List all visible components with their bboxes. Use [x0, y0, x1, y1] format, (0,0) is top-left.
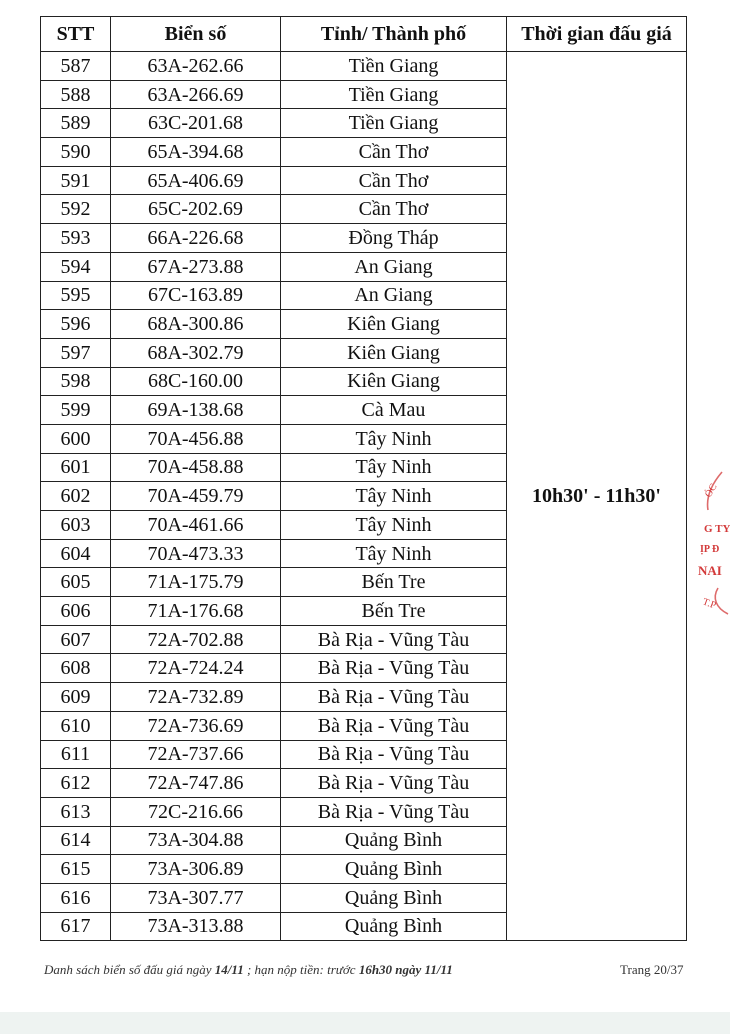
cell-plate-number: 67C-163.89	[111, 281, 281, 310]
cell-province: Tây Ninh	[281, 539, 507, 568]
cell-plate-number: 73A-307.77	[111, 883, 281, 912]
cell-plate-number: 72A-724.24	[111, 654, 281, 683]
svg-text:T.P: T.P	[700, 596, 718, 612]
cell-plate-number: 70A-473.33	[111, 539, 281, 568]
cell-province: Bà Rịa - Vũng Tàu	[281, 625, 507, 654]
header-province: Tỉnh/ Thành phố	[281, 17, 507, 52]
cell-province: Cần Thơ	[281, 138, 507, 167]
cell-stt: 598	[41, 367, 111, 396]
cell-province: Quảng Bình	[281, 912, 507, 941]
cell-province: Tây Ninh	[281, 453, 507, 482]
cell-plate-number: 63A-262.66	[111, 52, 281, 81]
cell-stt: 591	[41, 166, 111, 195]
footer-middle: ; hạn nộp tiền: trước	[243, 962, 359, 977]
cell-stt: 603	[41, 511, 111, 540]
cell-stt: 588	[41, 80, 111, 109]
footer-note	[44, 962, 453, 978]
cell-plate-number: 68C-160.00	[111, 367, 281, 396]
cell-plate-number: 66A-226.68	[111, 224, 281, 253]
cell-stt: 590	[41, 138, 111, 167]
cell-province: An Giang	[281, 252, 507, 281]
cell-stt: 593	[41, 224, 111, 253]
cell-province: Bà Rịa - Vũng Tàu	[281, 683, 507, 712]
cell-stt: 610	[41, 711, 111, 740]
cell-province: Tây Ninh	[281, 511, 507, 540]
cell-province: Kiên Giang	[281, 367, 507, 396]
header-stt: STT	[41, 17, 111, 52]
cell-stt: 611	[41, 740, 111, 769]
cell-stt: 614	[41, 826, 111, 855]
cell-stt: 597	[41, 338, 111, 367]
table-body	[41, 52, 687, 941]
cell-province: Cần Thơ	[281, 166, 507, 195]
cell-plate-number: 67A-273.88	[111, 252, 281, 281]
table-header-row	[41, 17, 687, 52]
cell-province: Bến Tre	[281, 597, 507, 626]
cell-plate-number: 73A-306.89	[111, 855, 281, 884]
cell-plate-number: 71A-176.68	[111, 597, 281, 626]
cell-stt: 605	[41, 568, 111, 597]
svg-text:ỊP Đ: ỊP Đ	[700, 544, 720, 555]
cell-province: Bà Rịa - Vũng Tàu	[281, 654, 507, 683]
header-plate-number: Biển số	[111, 17, 281, 52]
cell-plate-number: 65A-406.69	[111, 166, 281, 195]
cell-stt: 596	[41, 310, 111, 339]
cell-plate-number: 72A-732.89	[111, 683, 281, 712]
cell-plate-number: 63A-266.69	[111, 80, 281, 109]
cell-province: Tây Ninh	[281, 482, 507, 511]
cell-stt: 604	[41, 539, 111, 568]
cell-plate-number: 70A-461.66	[111, 511, 281, 540]
cell-plate-number: 70A-459.79	[111, 482, 281, 511]
cell-stt: 599	[41, 396, 111, 425]
cell-province: Kiên Giang	[281, 310, 507, 339]
cell-province: Quảng Bình	[281, 826, 507, 855]
cell-stt: 613	[41, 797, 111, 826]
cell-stt: 602	[41, 482, 111, 511]
auction-plate-table	[40, 16, 687, 941]
cell-plate-number: 70A-458.88	[111, 453, 281, 482]
cell-auction-time: 10h30' - 11h30'	[507, 52, 687, 941]
scan-edge	[0, 1012, 730, 1034]
cell-province: Bà Rịa - Vũng Tàu	[281, 740, 507, 769]
cell-province: Quảng Bình	[281, 855, 507, 884]
cell-province: An Giang	[281, 281, 507, 310]
cell-stt: 601	[41, 453, 111, 482]
cell-plate-number: 72A-702.88	[111, 625, 281, 654]
cell-stt: 589	[41, 109, 111, 138]
cell-stt: 615	[41, 855, 111, 884]
cell-province: Bà Rịa - Vũng Tàu	[281, 769, 507, 798]
cell-plate-number: 63C-201.68	[111, 109, 281, 138]
cell-plate-number: 70A-456.88	[111, 424, 281, 453]
footer-auction-date: 14/11	[214, 962, 244, 977]
footer-deadline: 16h30 ngày 11/11	[358, 962, 453, 977]
cell-stt: 616	[41, 883, 111, 912]
cell-plate-number: 72A-737.66	[111, 740, 281, 769]
header-auction-time: Thời gian đấu giá	[507, 17, 687, 52]
cell-stt: 606	[41, 597, 111, 626]
cell-province: Bến Tre	[281, 568, 507, 597]
cell-stt: 609	[41, 683, 111, 712]
svg-text:NAI: NAI	[698, 563, 722, 578]
cell-plate-number: 72A-736.69	[111, 711, 281, 740]
cell-province: Đồng Tháp	[281, 224, 507, 253]
cell-stt: 607	[41, 625, 111, 654]
cell-province: Tây Ninh	[281, 424, 507, 453]
cell-plate-number: 71A-175.79	[111, 568, 281, 597]
cell-plate-number: 73A-304.88	[111, 826, 281, 855]
cell-stt: 594	[41, 252, 111, 281]
cell-province: Bà Rịa - Vũng Tàu	[281, 797, 507, 826]
cell-province: Tiền Giang	[281, 80, 507, 109]
cell-stt: 608	[41, 654, 111, 683]
cell-stt: 595	[41, 281, 111, 310]
cell-stt: 617	[41, 912, 111, 941]
cell-plate-number: 65A-394.68	[111, 138, 281, 167]
cell-plate-number: 68A-300.86	[111, 310, 281, 339]
cell-plate-number: 68A-302.79	[111, 338, 281, 367]
cell-province: Bà Rịa - Vũng Tàu	[281, 711, 507, 740]
footer-prefix: Danh sách biển số đấu giá ngày	[44, 962, 215, 977]
cell-province: Quảng Bình	[281, 883, 507, 912]
cell-plate-number: 69A-138.68	[111, 396, 281, 425]
page-number: Trang 20/37	[620, 962, 684, 977]
cell-plate-number: 65C-202.69	[111, 195, 281, 224]
cell-province: Tiền Giang	[281, 109, 507, 138]
cell-plate-number: 72A-747.86	[111, 769, 281, 798]
cell-stt: 612	[41, 769, 111, 798]
cell-plate-number: 73A-313.88	[111, 912, 281, 941]
cell-province: Cà Mau	[281, 396, 507, 425]
company-seal-stamp	[688, 468, 730, 618]
seal-fragment-graphic	[688, 468, 730, 618]
cell-stt: 592	[41, 195, 111, 224]
cell-stt: 587	[41, 52, 111, 81]
table-row	[41, 52, 687, 81]
cell-province: Kiên Giang	[281, 338, 507, 367]
svg-text:ÓC: ÓC	[703, 481, 720, 500]
svg-text:G TY: G TY	[704, 523, 730, 535]
cell-stt: 600	[41, 424, 111, 453]
cell-plate-number: 72C-216.66	[111, 797, 281, 826]
cell-province: Cần Thơ	[281, 195, 507, 224]
cell-province: Tiền Giang	[281, 52, 507, 81]
